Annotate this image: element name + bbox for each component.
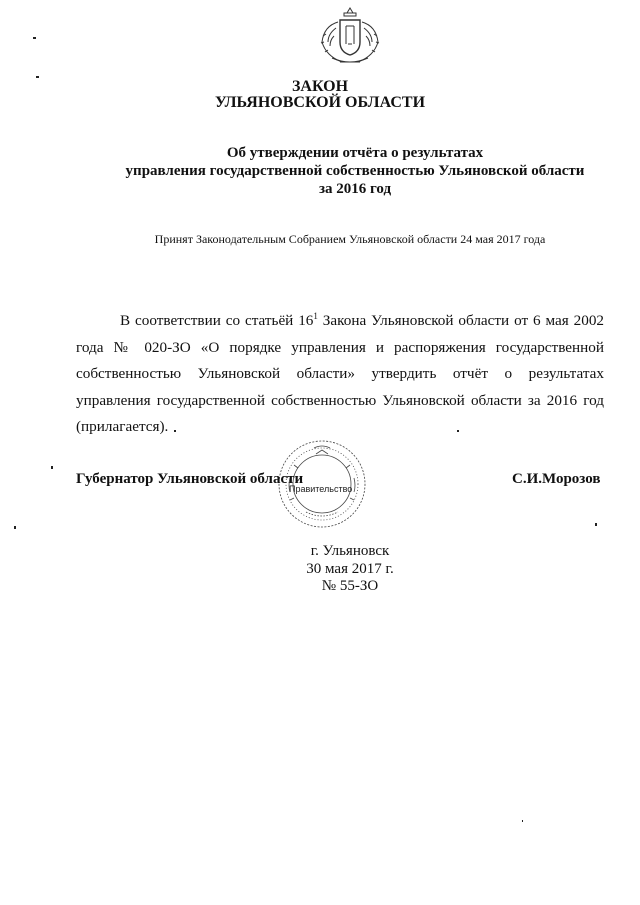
law-body-paragraph: [76, 308, 604, 441]
seal-caption: Правительство: [289, 484, 353, 494]
body-text-start: В соответствии со статьёй 16: [120, 312, 314, 329]
document-title-line: Об утверждении отчёта о результатах: [226, 145, 484, 161]
scan-speck: [457, 430, 459, 432]
signatory-name: С.И.Морозов: [512, 471, 601, 487]
place-of-signing: г. Ульяновск: [310, 543, 390, 559]
coat-of-arms-icon: [316, 6, 384, 68]
region-heading: УЛЬЯНОВСКОЙ ОБЛАСТИ: [214, 94, 426, 111]
scan-speck: [36, 76, 39, 78]
scan-speck: [174, 430, 176, 432]
signatory-position: Губернатор Ульяновской области: [76, 471, 304, 487]
article-superscript: 1: [313, 310, 318, 321]
signing-date: 30 мая 2017 г.: [306, 561, 394, 577]
scan-speck: [51, 466, 53, 469]
scan-speck: [595, 523, 597, 526]
scan-speck: [522, 820, 523, 822]
scan-speck: [14, 526, 16, 529]
law-number: № 55-ЗО: [321, 578, 379, 594]
document-title-line: управления государственной собственностью Ульяновской области: [125, 163, 585, 179]
body-text-rest: Закона Ульяновской области от 6 мая 2002 года № 020-ЗО «О порядке управления и распоряжения государственной собственностью Ульяновской области» утвердить отчёт о результатах управления государственной собственностью Ульяновской области за 2016 год (прилагается).: [76, 312, 605, 435]
document-title-line: за 2016 год: [318, 181, 392, 197]
law-heading: ЗАКОН: [291, 78, 349, 95]
adoption-note: Принят Законодательным Собранием Ульяновской области 24 мая 2017 года: [154, 232, 546, 246]
scan-speck: [33, 37, 36, 39]
